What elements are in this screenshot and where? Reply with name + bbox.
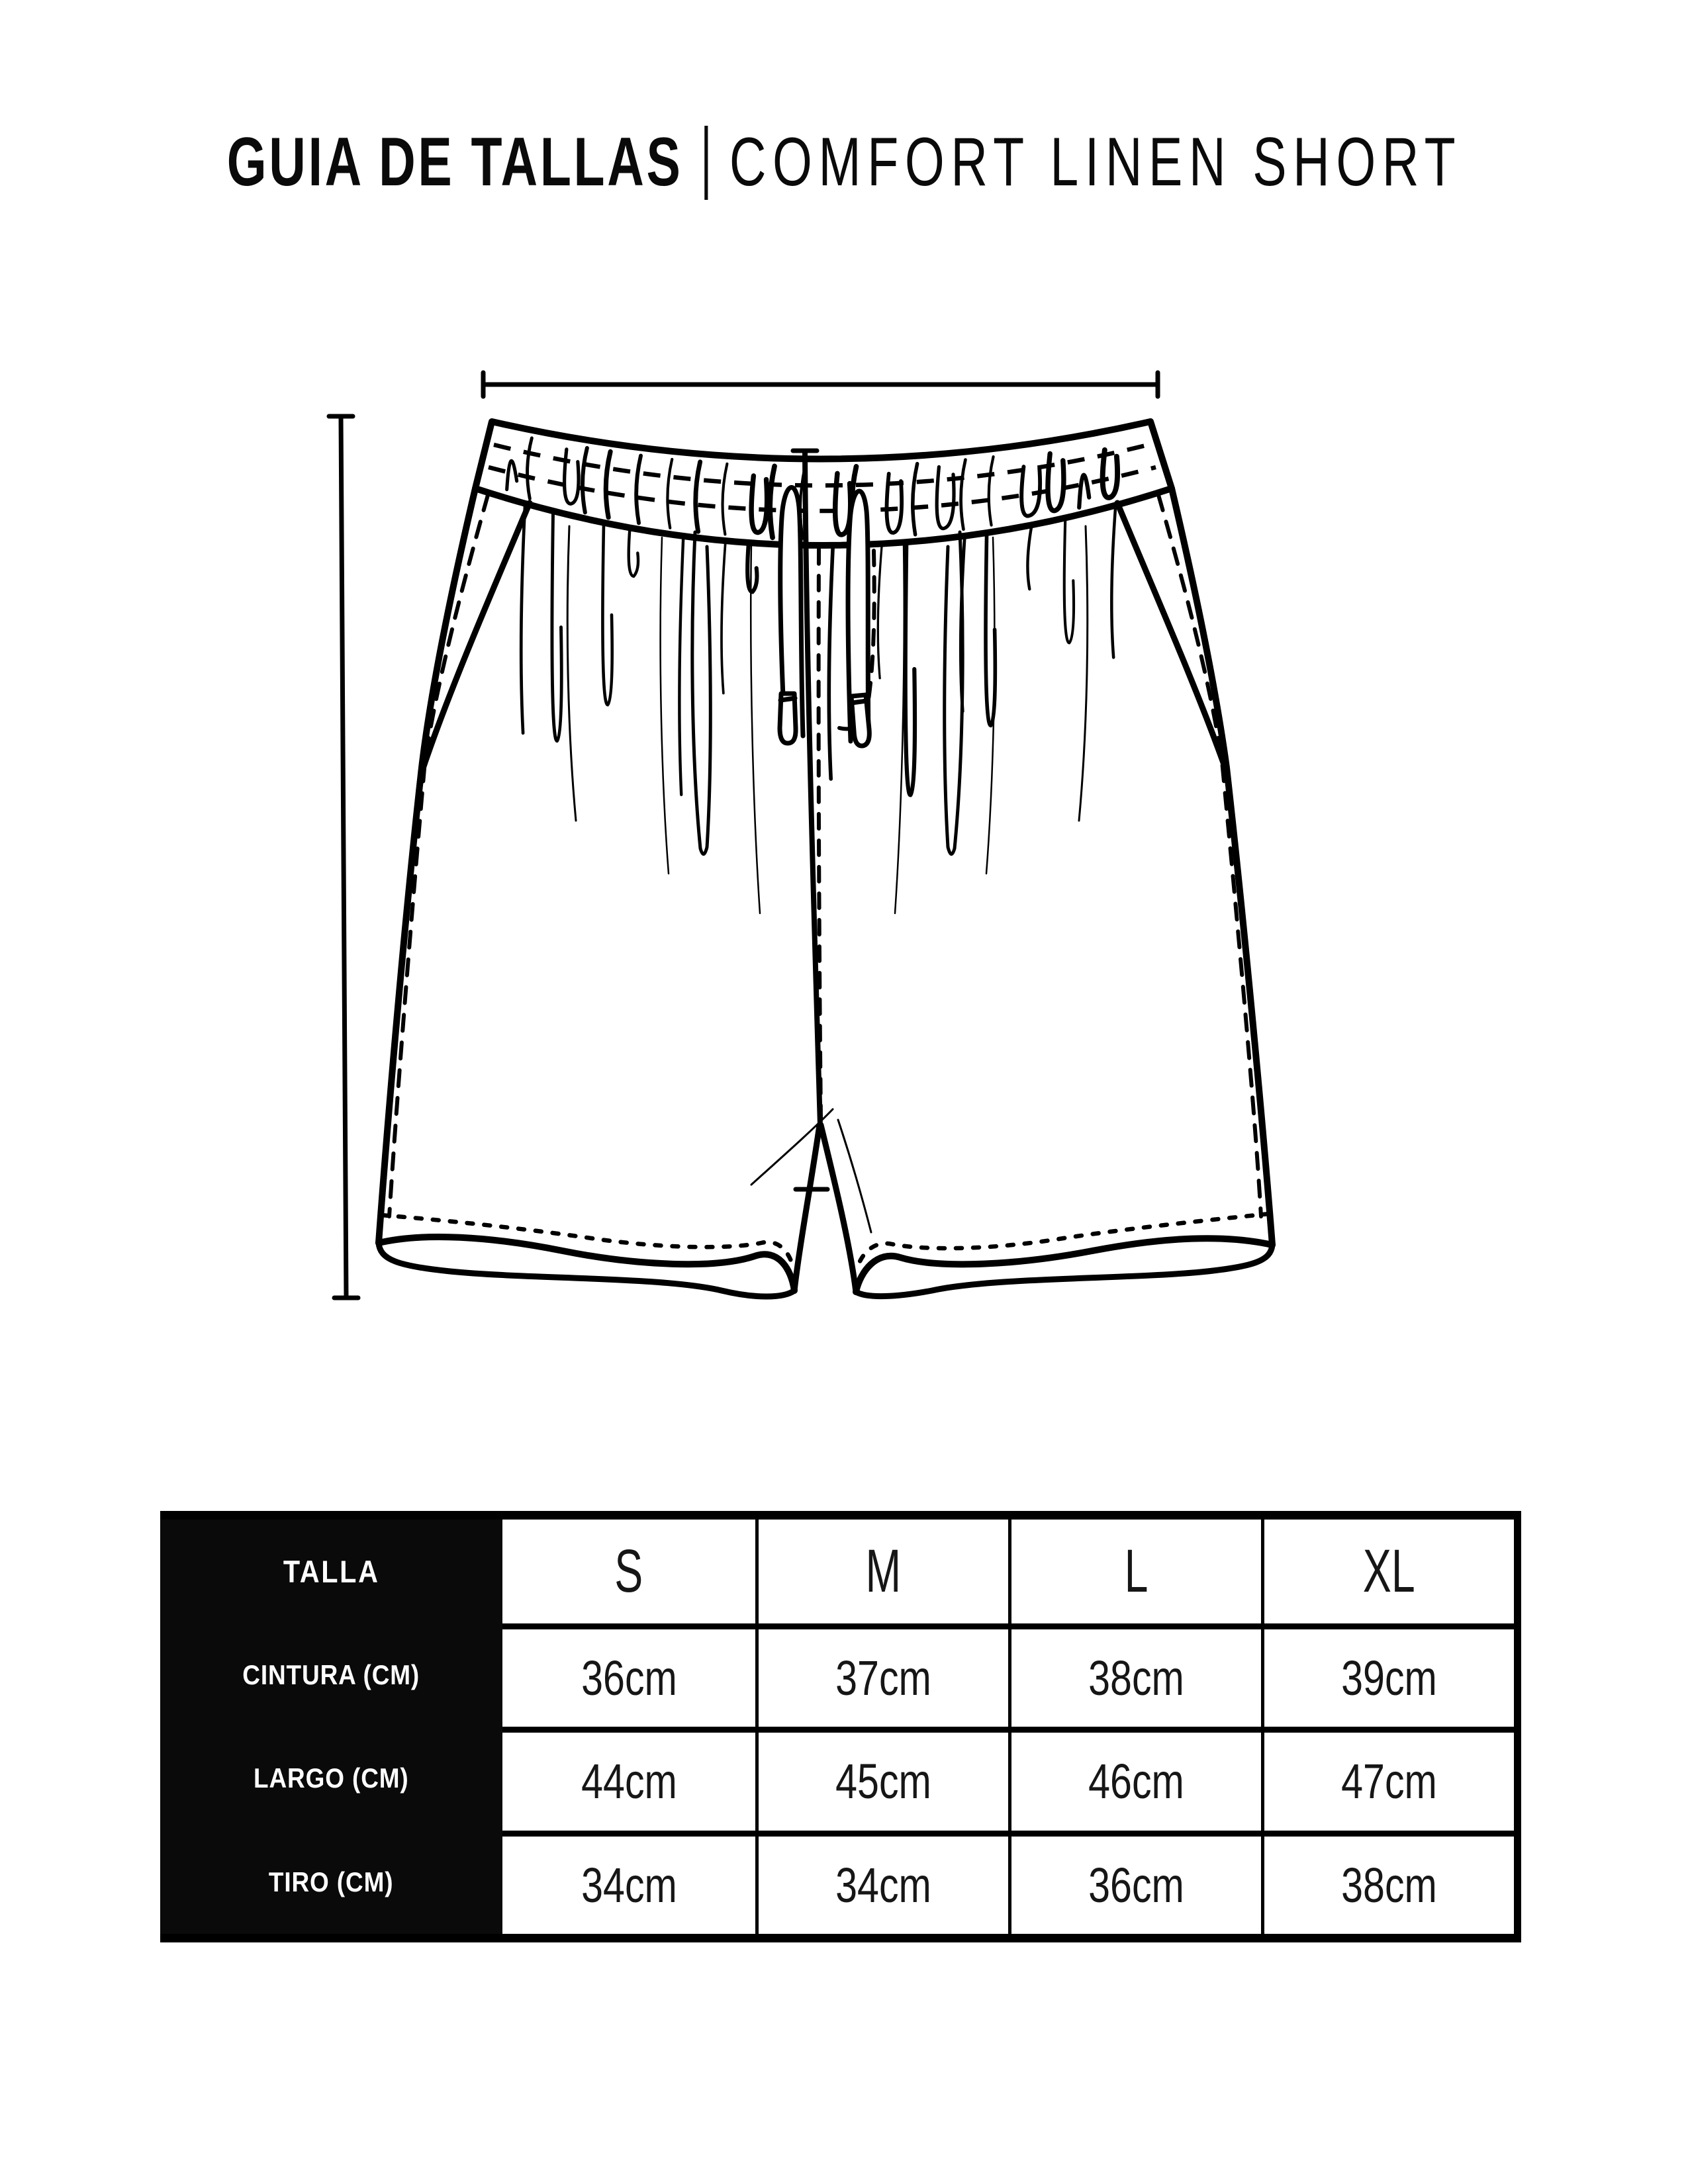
size-table-header-label: TALLA bbox=[283, 1553, 380, 1589]
table-cell: 38cm bbox=[1008, 1623, 1261, 1727]
table-cell: 38cm bbox=[1261, 1831, 1514, 1934]
length-indicator bbox=[329, 416, 358, 1298]
size-col-xl: XL bbox=[1261, 1520, 1514, 1623]
row-label-tiro: TIRO (CM) bbox=[160, 1831, 502, 1934]
table-cell: 47cm bbox=[1261, 1727, 1514, 1831]
table-cell: 44cm bbox=[502, 1727, 755, 1831]
hem-stitching bbox=[381, 1214, 1270, 1263]
table-cell: 46cm bbox=[1008, 1727, 1261, 1831]
size-table bbox=[160, 1511, 1521, 1942]
row-label-largo: LARGO (CM) bbox=[160, 1727, 502, 1831]
waist-width-indicator bbox=[483, 373, 1158, 396]
fabric-creases bbox=[567, 526, 1088, 1232]
size-col-m: M bbox=[755, 1520, 1008, 1623]
size-table-corner bbox=[160, 1520, 502, 1623]
table-cell: 39cm bbox=[1261, 1623, 1514, 1727]
title-right: COMFORT LINEN SHORT bbox=[729, 124, 1462, 201]
row-label-cintura: CINTURA (CM) bbox=[160, 1623, 502, 1727]
shorts-body bbox=[379, 488, 1272, 1297]
table-cell: 37cm bbox=[755, 1623, 1008, 1727]
table-cell: 34cm bbox=[755, 1831, 1008, 1934]
table-cell: 45cm bbox=[755, 1727, 1008, 1831]
size-col-l: L bbox=[1008, 1520, 1261, 1623]
table-cell: 34cm bbox=[502, 1831, 755, 1934]
size-col-s: S bbox=[502, 1520, 755, 1623]
table-cell: 36cm bbox=[502, 1623, 755, 1727]
title-left: GUIA DE TALLAS bbox=[226, 124, 683, 201]
table-cell: 36cm bbox=[1008, 1831, 1261, 1934]
